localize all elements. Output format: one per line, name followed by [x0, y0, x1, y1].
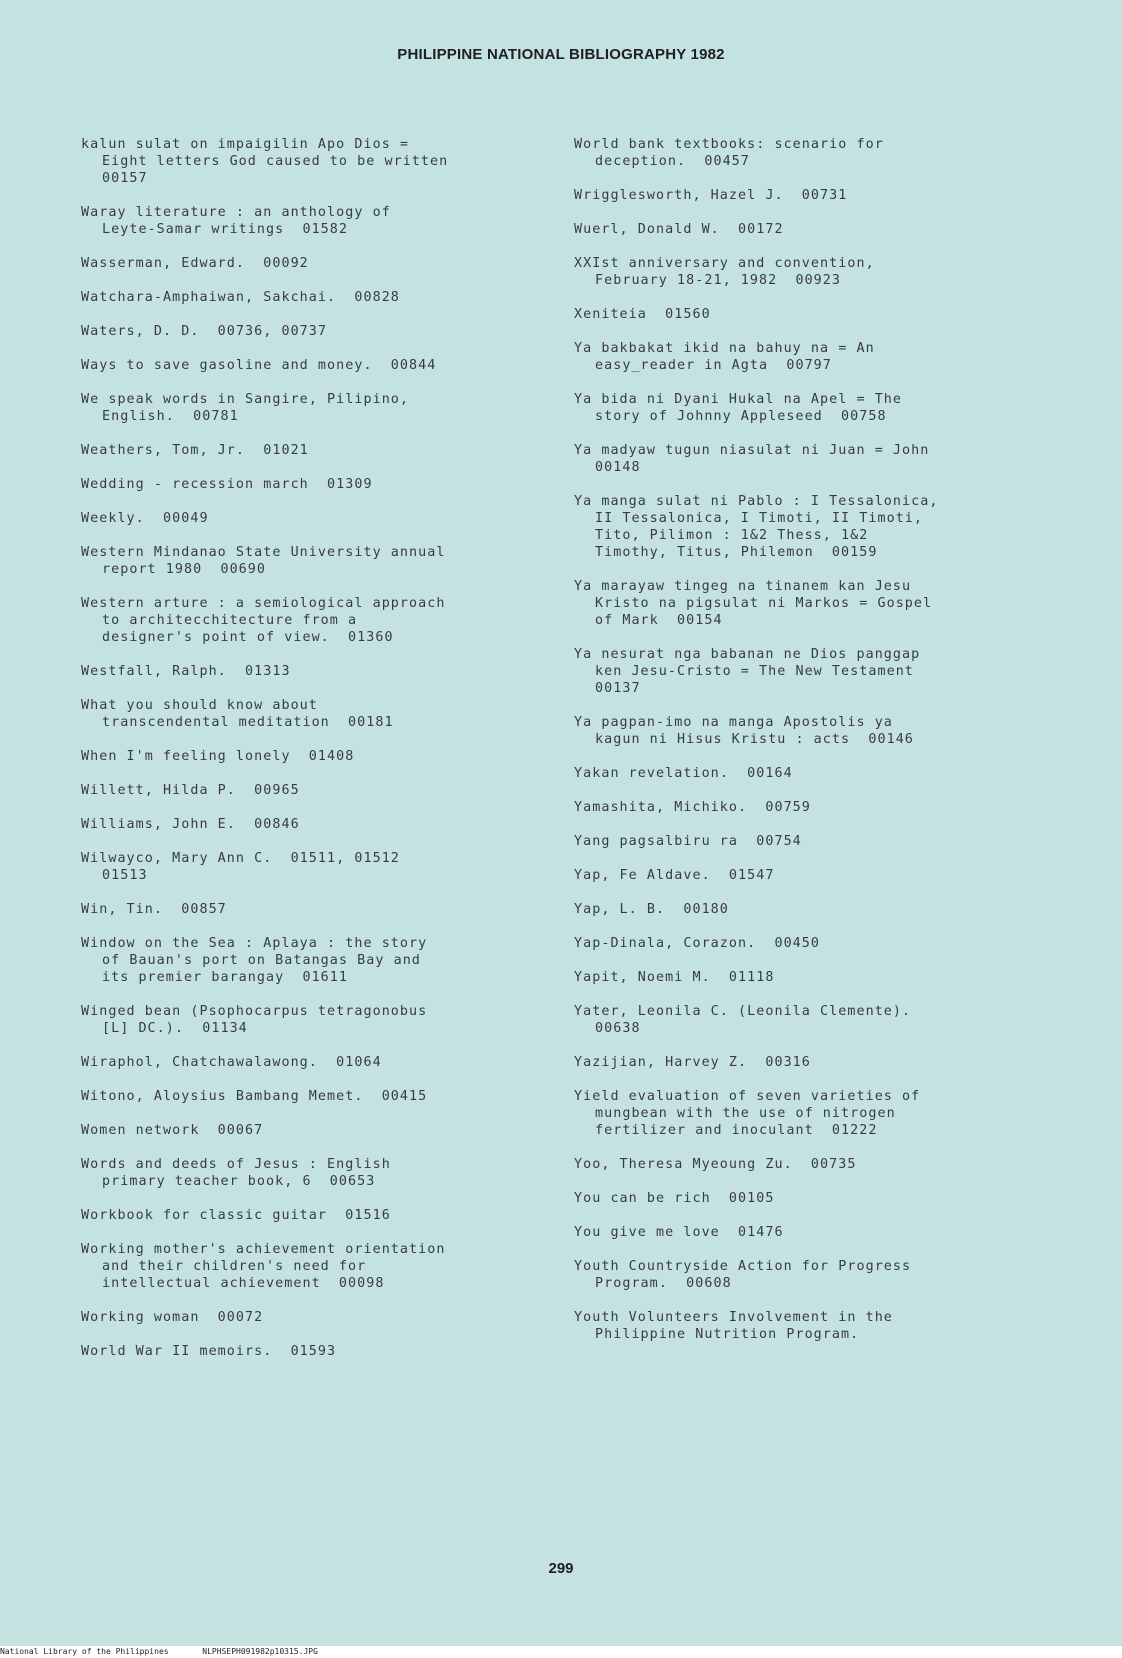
bibliography-entry	[81, 1207, 551, 1224]
entry-heading-line: Wasserman, Edward. 00092	[81, 256, 309, 271]
entry-continuation-line: of Bauan's port on Batangas Bay and	[102, 953, 421, 968]
entry-continuation-line: transcendental meditation 00181	[102, 715, 394, 730]
entry-heading-line: Waray literature : an anthology of	[81, 205, 391, 220]
entry-heading-line: Witono, Aloysius Bambang Memet. 00415	[81, 1089, 428, 1104]
bibliography-entry	[81, 391, 551, 425]
bibliography-entry	[81, 850, 551, 884]
entry-heading-line: Workbook for classic guitar 01516	[81, 1208, 391, 1223]
bibliography-entry	[574, 646, 1034, 697]
bibliography-entry	[81, 1122, 551, 1139]
entry-heading-line: Williams, John E. 00846	[81, 817, 300, 832]
entry-heading-line: Working woman 00072	[81, 1310, 264, 1325]
entry-heading-line: Yamashita, Michiko. 00759	[574, 800, 811, 815]
bibliography-entry	[574, 221, 1034, 238]
bibliography-entry	[574, 867, 1034, 884]
entry-continuation-line: Timothy, Titus, Philemon 00159	[595, 545, 878, 560]
entry-continuation-line: kagun ni Hisus Kristu : acts 00146	[595, 732, 914, 747]
entry-continuation-line: primary teacher book, 6 00653	[102, 1174, 376, 1189]
entry-heading-line: Ya madyaw tugun niasulat ni Juan = John	[574, 443, 930, 458]
entry-continuation-line: Program. 00608	[595, 1276, 732, 1291]
entry-heading-line: Ways to save gasoline and money. 00844	[81, 358, 437, 373]
bibliography-entry	[81, 935, 551, 986]
entry-heading-line: Wedding - recession march 01309	[81, 477, 373, 492]
bibliography-entry	[574, 340, 1034, 374]
entry-heading-line: Yazijian, Harvey Z. 00316	[574, 1055, 811, 1070]
bibliography-entry	[574, 136, 1034, 170]
entry-continuation-line: of Mark 00154	[595, 613, 723, 628]
entry-heading-line: When I'm feeling lonely 01408	[81, 749, 355, 764]
entry-heading-line: Wrigglesworth, Hazel J. 00731	[574, 188, 848, 203]
bibliography-entry	[574, 1156, 1034, 1173]
bibliography-entry	[574, 187, 1034, 204]
entry-continuation-line: report 1980 00690	[102, 562, 267, 577]
bibliography-entry	[81, 1054, 551, 1071]
entry-heading-line: Yang pagsalbiru ra 00754	[574, 834, 802, 849]
bibliography-entry	[574, 799, 1034, 816]
entry-heading-line: Yapit, Noemi M. 01118	[574, 970, 775, 985]
entry-continuation-line: deception. 00457	[595, 154, 750, 169]
bibliography-entry	[574, 391, 1034, 425]
bibliography-entry	[81, 510, 551, 527]
bibliography-entry	[81, 204, 551, 238]
entry-heading-line: Words and deeds of Jesus : English	[81, 1157, 391, 1172]
entry-continuation-line: Kristo na pigsulat ni Markos = Gospel	[595, 596, 933, 611]
entry-heading-line: Wilwayco, Mary Ann C. 01511, 01512	[81, 851, 400, 866]
entry-continuation-line: English. 00781	[102, 409, 239, 424]
bibliography-entry	[81, 255, 551, 272]
entry-continuation-line: fertilizer and inoculant 01222	[595, 1123, 878, 1138]
entry-continuation-line: Philippine Nutrition Program.	[595, 1327, 860, 1342]
entry-continuation-line: 00148	[595, 460, 641, 475]
bibliography-entry	[81, 323, 551, 340]
entry-continuation-line: to architecchitecture from a	[102, 613, 358, 628]
bibliography-entry	[81, 663, 551, 680]
bibliography-entry	[574, 442, 1034, 476]
bibliography-entry	[574, 255, 1034, 289]
entry-heading-line: Yakan revelation. 00164	[574, 766, 793, 781]
entry-heading-line: Weekly. 00049	[81, 511, 209, 526]
entry-heading-line: Weathers, Tom, Jr. 01021	[81, 443, 309, 458]
entry-heading-line: Wuerl, Donald W. 00172	[574, 222, 784, 237]
bibliography-entry	[574, 1224, 1034, 1241]
entry-heading-line: Women network 00067	[81, 1123, 264, 1138]
bibliography-entry	[574, 578, 1034, 629]
entry-heading-line: Willett, Hilda P. 00965	[81, 783, 300, 798]
entry-heading-line: Win, Tin. 00857	[81, 902, 227, 917]
bibliography-entry	[81, 136, 551, 187]
entry-continuation-line: Eight letters God caused to be written	[102, 154, 449, 169]
entry-heading-line: Yoo, Theresa Myeoung Zu. 00735	[574, 1157, 857, 1172]
entry-continuation-line: 00157	[102, 171, 148, 186]
entry-heading-line: Watchara-Amphaiwan, Sakchai. 00828	[81, 290, 400, 305]
entry-heading-line: Westfall, Ralph. 01313	[81, 664, 291, 679]
entry-heading-line: World bank textbooks: scenario for	[574, 137, 884, 152]
entry-continuation-line: 01513	[102, 868, 148, 883]
bibliography-entry	[574, 714, 1034, 748]
bibliography-entry	[81, 442, 551, 459]
entry-heading-line: Window on the Sea : Aplaya : the story	[81, 936, 428, 951]
bibliography-entry	[81, 748, 551, 765]
bibliography-entry	[574, 1309, 1034, 1343]
entry-heading-line: Wiraphol, Chatchawalawong. 01064	[81, 1055, 382, 1070]
entry-continuation-line: designer's point of view. 01360	[102, 630, 394, 645]
footer-bar	[0, 1646, 1122, 1658]
bibliography-entry	[81, 1003, 551, 1037]
bibliography-entry	[81, 544, 551, 578]
bibliography-entry	[574, 1088, 1034, 1139]
entry-heading-line: Youth Countryside Action for Progress	[574, 1259, 912, 1274]
bibliography-entry	[81, 1156, 551, 1190]
entry-heading-line: Yap, Fe Aldave. 01547	[574, 868, 775, 883]
entry-continuation-line: ken Jesu-Cristo = The New Testament	[595, 664, 914, 679]
right-column	[574, 136, 1034, 1360]
entry-heading-line: Ya manga sulat ni Pablo : I Tessalonica,	[574, 494, 939, 509]
bibliography-entry	[81, 289, 551, 306]
entry-continuation-line: II Tessalonica, I Timoti, II Timoti,	[595, 511, 924, 526]
entry-continuation-line: 00137	[595, 681, 641, 696]
entry-continuation-line: story of Johnny Appleseed 00758	[595, 409, 887, 424]
page-number: 299	[548, 1560, 574, 1577]
entry-heading-line: You give me love 01476	[574, 1225, 784, 1240]
bibliography-entry	[81, 1343, 551, 1360]
entry-continuation-line: Leyte-Samar writings 01582	[102, 222, 349, 237]
entry-heading-line: Ya pagpan-imo na manga Apostolis ya	[574, 715, 893, 730]
bibliography-entry	[574, 1003, 1034, 1037]
bibliography-entry	[574, 493, 1034, 561]
entry-heading-line: XXIst anniversary and convention,	[574, 256, 875, 271]
entry-heading-line: Yap-Dinala, Corazon. 00450	[574, 936, 821, 951]
entry-heading-line: Winged bean (Psophocarpus tetragonobus	[81, 1004, 428, 1019]
entry-heading-line: Youth Volunteers Involvement in the	[574, 1310, 893, 1325]
bibliography-entry	[81, 1088, 551, 1105]
bibliography-entry	[574, 833, 1034, 850]
entry-heading-line: Western arture : a semiological approach	[81, 596, 446, 611]
entry-heading-line: World War II memoirs. 01593	[81, 1344, 337, 1359]
entry-continuation-line: Tito, Pilimon : 1&2 Thess, 1&2	[595, 528, 869, 543]
bibliography-entry	[574, 1190, 1034, 1207]
entry-heading-line: Working mother's achievement orientation	[81, 1242, 446, 1257]
entry-heading-line: Yap, L. B. 00180	[574, 902, 729, 917]
entry-heading-line: You can be rich 00105	[574, 1191, 775, 1206]
bibliography-entry	[574, 1258, 1034, 1292]
entry-heading-line: Xeniteia 01560	[574, 307, 711, 322]
left-column	[81, 136, 551, 1377]
bibliography-entry	[81, 782, 551, 799]
entry-continuation-line: easy_reader in Agta 00797	[595, 358, 832, 373]
footer-source: National Library of the Philippines	[0, 1647, 169, 1656]
bibliography-entry	[574, 306, 1034, 323]
entry-heading-line: Western Mindanao State University annual	[81, 545, 446, 560]
entry-heading-line: Ya bakbakat ikid na bahuy na = An	[574, 341, 875, 356]
bibliography-entry	[81, 901, 551, 918]
bibliography-entry	[574, 765, 1034, 782]
entry-continuation-line: February 18-21, 1982 00923	[595, 273, 842, 288]
bibliography-entry	[81, 357, 551, 374]
bibliography-entry	[81, 476, 551, 493]
bibliography-entry	[574, 969, 1034, 986]
entry-continuation-line: [L] DC.). 01134	[102, 1021, 248, 1036]
entry-heading-line: Yield evaluation of seven varieties of	[574, 1089, 921, 1104]
entry-heading-line: Ya marayaw tingeg na tinanem kan Jesu	[574, 579, 912, 594]
entry-heading-line: Ya nesurat nga babanan ne Dios panggap	[574, 647, 921, 662]
bibliography-entry	[574, 1054, 1034, 1071]
footer-file: NLPHSEPH091982p10315.JPG	[202, 1647, 318, 1656]
bibliography-entry	[574, 935, 1034, 952]
page-title: PHILIPPINE NATIONAL BIBLIOGRAPHY 1982	[397, 46, 725, 63]
entry-continuation-line: its premier barangay 01611	[102, 970, 349, 985]
bibliography-entry	[574, 901, 1034, 918]
entry-heading-line: Ya bida ni Dyani Hukal na Apel = The	[574, 392, 903, 407]
bibliography-entry	[81, 697, 551, 731]
bibliography-entry	[81, 816, 551, 833]
entry-continuation-line: intellectual achievement 00098	[102, 1276, 385, 1291]
entry-heading-line: kalun sulat on impaigilin Apo Dios =	[81, 137, 410, 152]
bibliography-entry	[81, 595, 551, 646]
entry-continuation-line: 00638	[595, 1021, 641, 1036]
entry-continuation-line: mungbean with the use of nitrogen	[595, 1106, 896, 1121]
bibliography-entry	[81, 1309, 551, 1326]
entry-heading-line: What you should know about	[81, 698, 318, 713]
bibliography-entry	[81, 1241, 551, 1292]
entry-heading-line: Waters, D. D. 00736, 00737	[81, 324, 328, 339]
entry-heading-line: We speak words in Sangire, Pilipino,	[81, 392, 410, 407]
entry-continuation-line: and their children's need for	[102, 1259, 367, 1274]
entry-heading-line: Yater, Leonila C. (Leonila Clemente).	[574, 1004, 912, 1019]
